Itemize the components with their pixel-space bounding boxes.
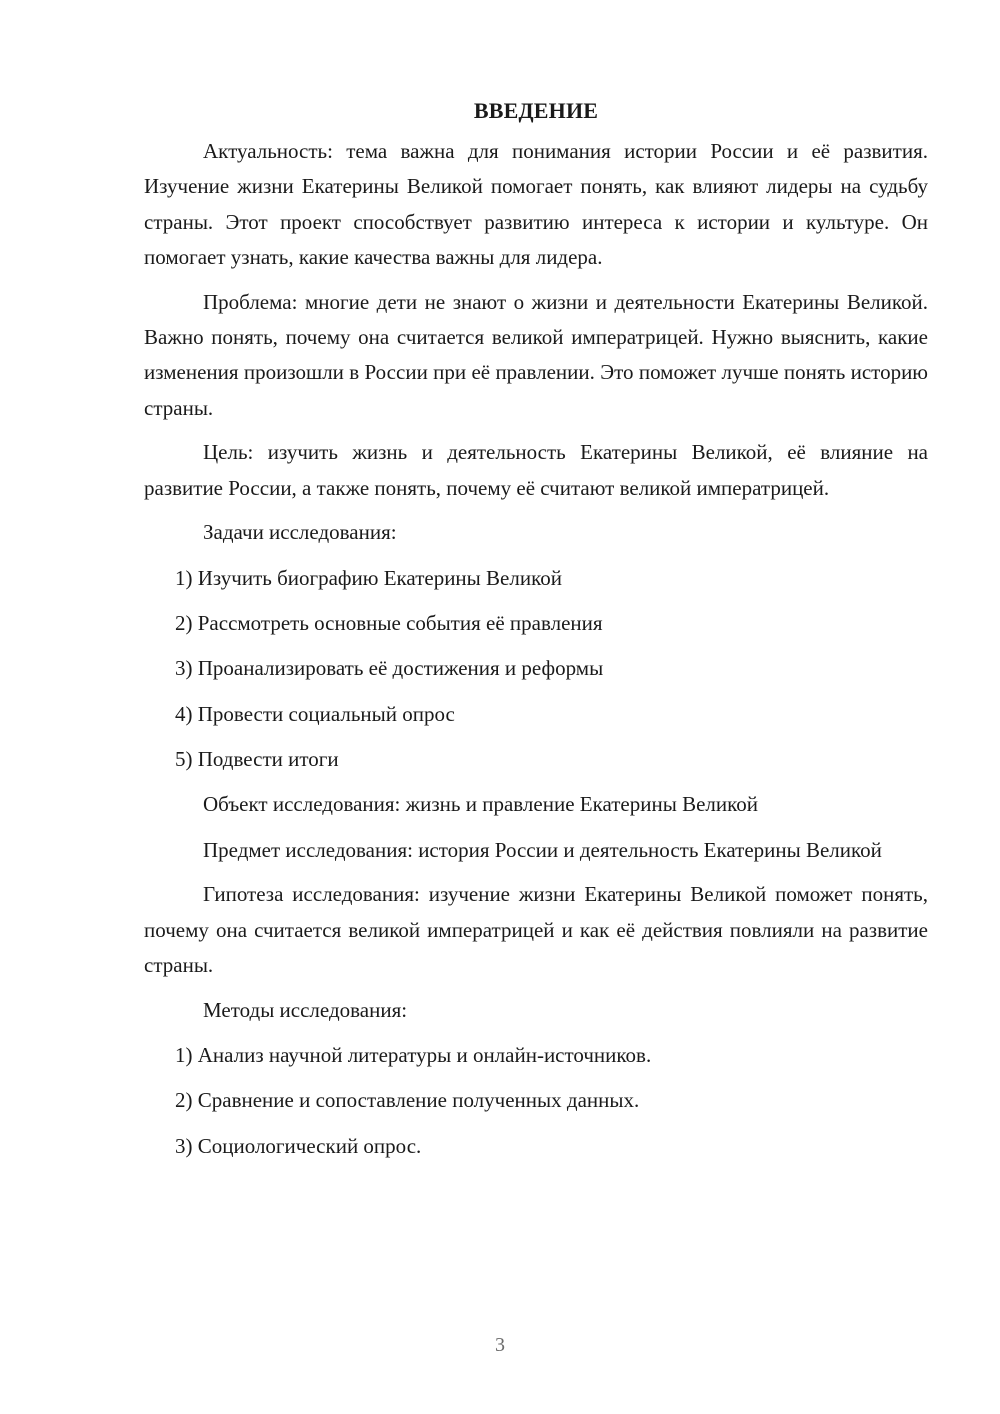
page-title: ВВЕДЕНИЕ [473,98,599,123]
task-item: 3) Проанализировать её достижения и реформы [175,656,604,681]
task-item: 2) Рассмотреть основные события её правления [175,611,603,636]
document-page [144,94,928,1174]
object-line: Объект исследования: жизнь и правление Екатерины Великой [203,792,759,817]
task-item: 4) Провести социальный опрос [175,701,455,726]
tasks-list [144,561,928,777]
task-item: 5) Подвести итоги [175,746,339,771]
page-number: 3 [495,1334,505,1356]
task-item: 1) Изучить биографию Екатерины Великой [175,565,562,590]
method-item: 1) Анализ научной литературы и онлайн-источников. [175,1043,652,1068]
tasks-heading: Задачи исследования: [203,520,397,545]
method-item: 2) Сравнение и сопоставление полученных данных. [175,1088,640,1113]
relevance-paragraph: Актуальность: тема важна для понимания истории России и её развития. Изучение жизни Екатерины Великой помогает понять, как влияют лидеры на судьбу страны. Этот проект способствует развитию интереса к истории и культуре. Он помогает узнать, какие качества важны для лидера. [144,139,928,269]
subject-paragraph: Предмет исследования: история России и деятельность Екатерины Великой [203,837,882,862]
method-item: 3) Социологический опрос. [175,1133,422,1158]
methods-heading: Методы исследования: [203,997,408,1022]
hypothesis-paragraph: Гипотеза исследования: изучение жизни Екатерины Великой поможет понять, почему она считается великой императрицей и как её действия повлияли на развитие страны. [144,882,928,977]
problem-paragraph: Проблема: многие дети не знают о жизни и деятельности Екатерины Великой. Важно понять, почему она считается великой императрицей. Нужно выяснить, какие изменения произошли в России при её правлении. Это поможет лучше понять историю страны. [144,289,928,420]
goal-paragraph: Цель: изучить жизнь и деятельность Екатерины Великой, её влияние на развитие России, а также понять, почему её считают великой императрицей. [144,440,928,500]
methods-list [144,1038,928,1164]
